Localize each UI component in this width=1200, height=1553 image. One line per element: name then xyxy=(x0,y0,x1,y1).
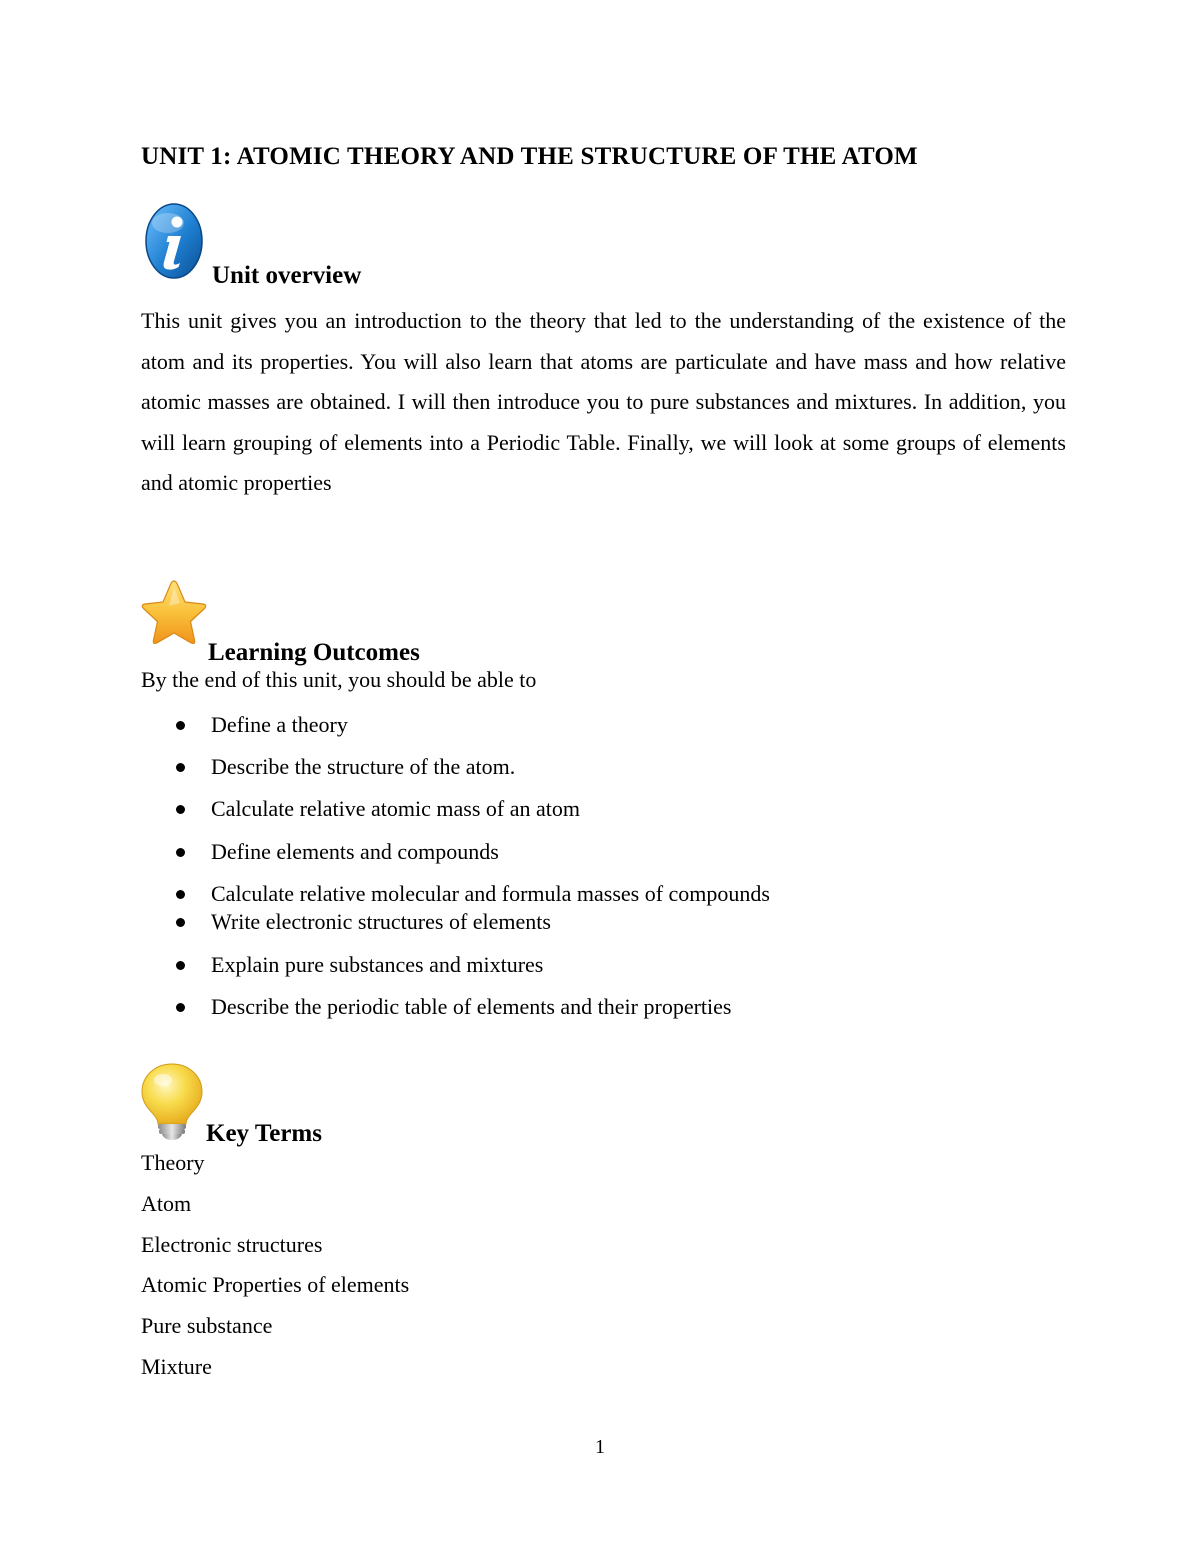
bullet-icon xyxy=(176,763,185,772)
bullet-icon xyxy=(176,918,185,927)
list-item: Pure substance xyxy=(141,1313,273,1339)
bullet-icon xyxy=(176,890,185,899)
learning-outcomes-heading: Learning Outcomes xyxy=(208,639,420,666)
bullet-icon xyxy=(176,721,185,730)
star-icon xyxy=(139,578,209,658)
key-terms-list xyxy=(141,1146,409,1391)
list-item-text: Explain pure substances and mixtures xyxy=(211,952,544,977)
bullet-icon xyxy=(176,1003,185,1012)
lightbulb-icon xyxy=(139,1062,205,1142)
key-terms-heading: Key Terms xyxy=(206,1120,322,1147)
list-item: Atomic Properties of elements xyxy=(141,1272,410,1298)
page-number: 1 xyxy=(595,1436,605,1458)
list-item: Theory xyxy=(141,1150,205,1175)
list-item-text: Write electronic structures of elements xyxy=(211,909,551,934)
list-item: Mixture xyxy=(141,1353,212,1379)
bullet-icon xyxy=(176,805,185,814)
unit-overview-heading: Unit overview xyxy=(212,262,362,289)
bullet-icon xyxy=(176,961,185,970)
list-item-text: Describe the structure of the atom. xyxy=(211,754,516,779)
list-item: Electronic structures xyxy=(141,1231,323,1257)
unit-overview-paragraph: This unit gives you an introduction to the theory that led to the understanding of the existence of the atom and its properties. You will also learn that atoms are particulate and have mass and how relative atomic masses are obtained. I will then introduce you to pure substances and mixtures. In addition, you will learn grouping of elements into a Periodic Table. Finally, we will look at some groups of elements and atomic properties xyxy=(141,308,1066,496)
list-item-text: Define elements and compounds xyxy=(211,839,499,864)
learning-outcomes-intro: By the end of this unit, you should be able to xyxy=(141,667,537,692)
info-icon xyxy=(144,203,204,283)
list-item-text: Calculate relative atomic mass of an atom xyxy=(211,796,580,821)
bullet-icon xyxy=(176,848,185,857)
list-item: Atom xyxy=(141,1190,192,1216)
unit-title: UNIT 1: ATOMIC THEORY AND THE STRUCTURE OF THE ATOM xyxy=(141,143,918,170)
list-item-text: Define a theory xyxy=(211,712,348,737)
list-item-text: Describe the periodic table of elements and their properties xyxy=(211,994,732,1019)
list-item-text: Calculate relative molecular and formula masses of compounds xyxy=(211,881,770,906)
